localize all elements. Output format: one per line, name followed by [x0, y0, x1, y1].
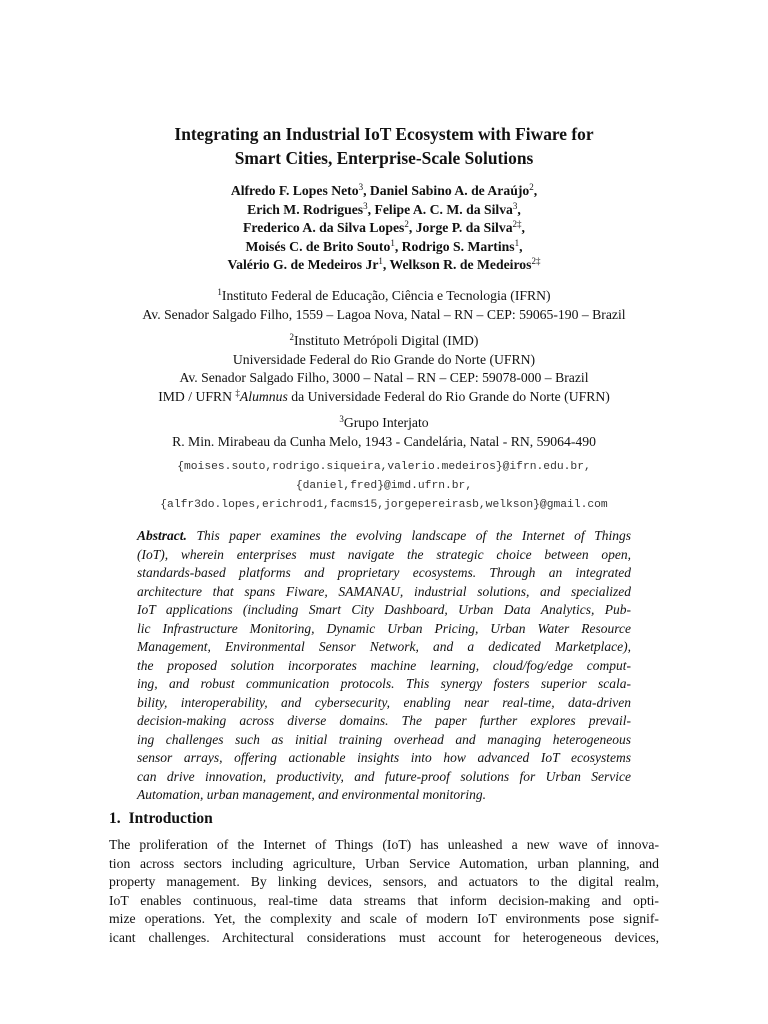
email-line: {daniel,fred}@imd.ufrn.br,: [295, 480, 473, 493]
affiliation-name: Instituto Federal de Educação, Ciência e Tecnologia (IFRN): [221, 288, 551, 303]
section-heading: [109, 810, 213, 828]
body-line: tion across sectors including agriculture, Urban Service Automation, urban planning, and: [109, 855, 659, 871]
alumnus-prefix: IMD / UFRN: [158, 388, 236, 404]
affiliation-university: Universidade Federal do Rio Grande do Norte (UFRN): [232, 351, 536, 367]
author-name: Jorge P. da Silva: [415, 220, 513, 236]
body-line: property management. By linking devices, sensors, and actuators to the digital realm,: [109, 874, 659, 890]
body-line: The proliferation of the Internet of Things (IoT) has unleashed a new wave of innova-: [109, 837, 659, 852]
alumnus-rest: da Universidade Federal do Rio Grande do Norte (UFRN): [287, 388, 610, 404]
section-number: 1.: [109, 810, 121, 827]
author-name: Welkson R. de Medeiros: [389, 257, 532, 273]
affiliation-name: Grupo Interjato: [343, 415, 429, 430]
section-body: [109, 836, 659, 948]
abstract-line: the proposed solution incorporates machine learning, cloud/fog/edge comput-: [137, 657, 631, 673]
affiliation-line: [90, 414, 678, 433]
affiliation-mark: 2: [289, 332, 295, 342]
author-name: Daniel Sabino A. de Araújo: [369, 183, 530, 198]
affiliation-2: [90, 332, 678, 406]
author-name: Moisés C. de Brito Souto: [245, 238, 391, 254]
affiliation-address: Av. Senador Salgado Filho, 3000 – Natal – RN – CEP: 59078-000 – Brazil: [179, 370, 589, 386]
author-affiliation-mark: 2‡: [512, 219, 522, 230]
author-line: Alfredo F. Lopes Neto$^3$, Daniel Sabino A. de Araújo$^2$,: [230, 182, 538, 198]
affiliation-3: [90, 414, 678, 451]
section-title: Introduction: [128, 810, 213, 827]
body-line: mize operations. Yet, the complexity and scale of modern IoT environments pose signif-: [109, 911, 659, 927]
abstract-line: lic Infrastructure Monitoring, Dynamic Urban Pricing, Urban Water Resource: [137, 620, 631, 636]
affiliation-1: [90, 287, 678, 324]
abstract-label: Abstract.: [137, 528, 187, 543]
affiliation-address: Av. Senador Salgado Filho, 1559 – Lagoa Nova, Natal – RN – CEP: 59065-190 – Brazil: [142, 306, 626, 322]
abstract-line: bility, interoperability, and cybersecurity, enabling near real-time, data-driven: [137, 694, 631, 710]
author-affiliation-mark: 1: [514, 237, 520, 248]
affiliation-name: Instituto Metrópoli Digital (IMD): [294, 333, 479, 348]
author-name: Felipe A. C. M. da Silva: [374, 201, 513, 217]
author-name: Frederico A. da Silva Lopes: [243, 220, 405, 236]
abstract: [137, 527, 631, 805]
email-list: [90, 458, 678, 516]
author-affiliation-mark: 3: [512, 200, 518, 211]
author-affiliation-mark: 3: [358, 182, 364, 192]
abstract-line: sensor arrays, offering actionable insights into how advanced IoT ecosystems: [137, 750, 631, 765]
author-affiliation-mark: 2: [404, 219, 409, 230]
author-list: [100, 182, 668, 275]
affiliation-mark: 1: [217, 287, 222, 297]
affiliation-mark: 3: [339, 414, 344, 424]
author-line: Valério G. de Medeiros Jr$^1$, Welkson R. de Medeiros$^{2\ddagger}$: [227, 256, 541, 273]
affiliation-address: R. Min. Mirabeau da Cunha Melo, 1943 - Candelária, Natal - RN, 59064-490: [172, 433, 596, 449]
author-affiliation-mark: 2‡: [531, 256, 541, 267]
alumnus-mark: ‡: [235, 387, 240, 398]
abstract-line: [137, 527, 631, 546]
abstract-line: ing, and robust communication protocols. This synergy fosters superior scala-: [137, 676, 631, 691]
email-line: {alfr3do.lopes,erichrod1,facms15,jorgepereirasb,welkson}@gmail.com: [160, 499, 608, 512]
title-line: Integrating an Industrial IoT Ecosystem with Fiware for: [174, 124, 594, 144]
author-name: Alfredo F. Lopes Neto: [230, 183, 359, 198]
alumnus-word: Alumnus: [239, 388, 288, 404]
author-affiliation-mark: 1: [390, 237, 395, 248]
author-name: Rodrigo S. Martins: [401, 238, 515, 254]
title-line: Smart Cities, Enterprise-Scale Solutions: [234, 148, 534, 168]
affiliation-alumnus: [90, 388, 678, 407]
author-line: Moisés C. de Brito Souto$^1$, Rodrigo S. Martins$^1$,: [245, 237, 523, 254]
affiliation-line: [90, 287, 678, 306]
author-name: Valério G. de Medeiros Jr: [227, 257, 379, 273]
abstract-line: standards-based platforms and proprietary ecosystems. Through an integrated: [137, 565, 631, 580]
abstract-line: can drive innovation, productivity, and future-proof solutions for Urban Service: [137, 768, 631, 784]
abstract-line: ing challenges such as initial training overhead and managing heterogeneous: [137, 731, 631, 747]
abstract-line: decision-making across diverse domains. The paper further explores prevail-: [137, 713, 631, 728]
affiliation-line: [90, 332, 678, 351]
body-line: icant challenges. Architectural considerations must account for heterogeneous devices,: [109, 929, 659, 945]
abstract-line: Automation, urban management, and environmental monitoring.: [137, 787, 486, 802]
abstract-line: (IoT), wherein enterprises must navigate the strategic choice between open,: [137, 546, 631, 562]
author-affiliation-mark: 2: [529, 182, 534, 192]
abstract-line: architecture that spans Fiware, SAMANAU, industrial solutions, and specialized: [137, 583, 631, 599]
abstract-text: This paper examines the evolving landscape of the Internet of Things: [196, 528, 632, 543]
abstract-line: Management, Environmental Sensor Network, and a dedicated Marketplace),: [137, 639, 631, 654]
body-line: IoT enables continuous, real-time data streams that inform decision-making and opti-: [109, 892, 659, 908]
author-name: Erich M. Rodrigues: [247, 201, 364, 217]
abstract-line: IoT applications (including Smart City Dashboard, Urban Data Analytics, Pub-: [137, 602, 631, 617]
email-line: {moises.souto,rodrigo.siqueira,valerio.medeiros}@ifrn.edu.br,: [177, 461, 591, 473]
paper-title: [100, 122, 668, 170]
author-affiliation-mark: 3: [363, 200, 368, 211]
author-affiliation-mark: 1: [378, 256, 383, 267]
author-line: Erich M. Rodrigues$^3$, Felipe A. C. M. da Silva$^3$,: [247, 200, 521, 217]
author-line: Frederico A. da Silva Lopes$^2$, Jorge P. da Silva$^{2\ddagger}$,: [243, 219, 525, 236]
